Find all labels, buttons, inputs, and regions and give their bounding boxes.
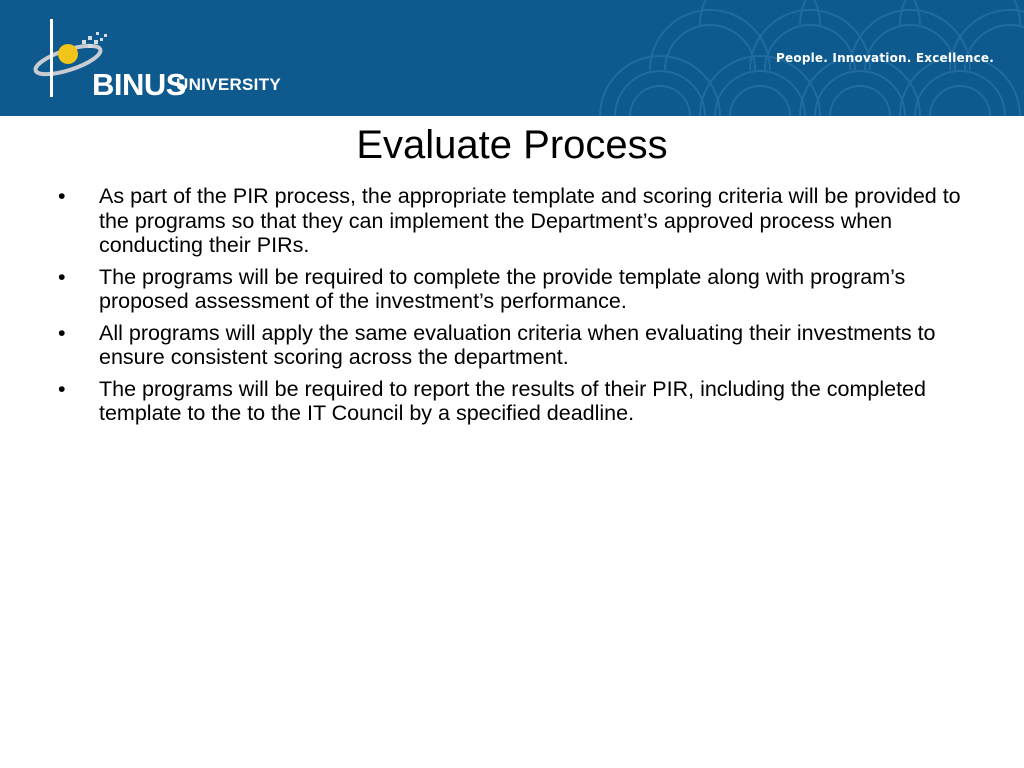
bullet-text: As part of the PIR process, the appropriate template and scoring criteria will be provided to the programs so that they can implement the Department’s approved process when conducting their PIRs. — [99, 184, 961, 257]
bullet-text: The programs will be required to report the results of their PIR, including the completed template to the to the IT Council by a specified deadline. — [99, 376, 926, 425]
bullet-marker: • — [58, 264, 66, 289]
bullet-marker: • — [58, 184, 66, 208]
bullet-marker: • — [58, 376, 66, 401]
tagline: People. Innovation. Excellence. — [776, 51, 994, 65]
binus-logo — [20, 14, 310, 104]
bullet-item — [56, 321, 976, 370]
bullet-item — [56, 377, 976, 426]
bullet-text: All programs will apply the same evaluation criteria when evaluating their investments to ensure consistent scoring across the department. — [99, 320, 936, 369]
bullet-text: The programs will be required to complete the provide template along with program’s proposed assessment of the investment’s performance. — [99, 264, 906, 313]
slide-title: Evaluate Process — [356, 123, 668, 167]
bullet-marker: • — [58, 320, 66, 345]
bullet-item — [56, 184, 976, 258]
bullet-item — [56, 265, 976, 314]
logo-subtext: UNIVERSITY — [176, 75, 282, 94]
header-band — [0, 0, 1024, 116]
bullet-list — [56, 184, 976, 433]
logo-wordmark: BINUS — [92, 67, 186, 102]
